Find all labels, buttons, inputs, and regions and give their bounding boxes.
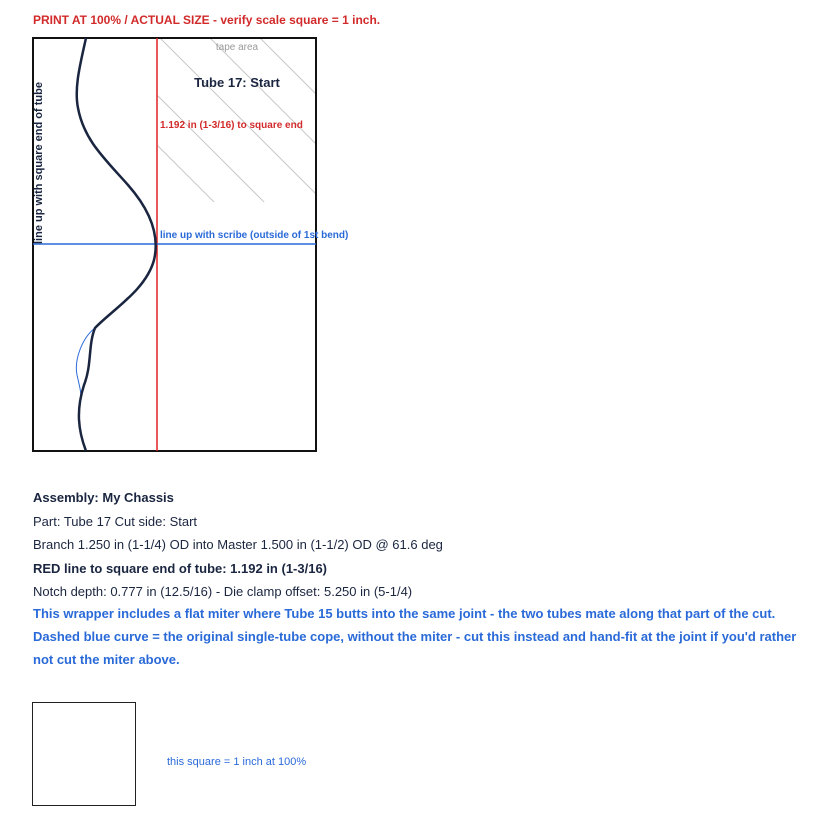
scale-caption: this square = 1 inch at 100% [167,756,307,768]
print-instructions: PRINT AT 100% / ACTUAL SIZE - verify scale square = 1 inch. [33,13,381,27]
assembly-name: Assembly: My Chassis [33,490,174,505]
tape-area-label: tape area [215,42,259,53]
red-line-label: 1.192 in (1-3/16) to square end [160,120,303,131]
scale-square [32,702,136,806]
miter-note: This wrapper includes a flat miter where Tube 15 butts into the same joint - the two tubes mate along that part of the cut. [33,606,776,621]
red-line-measurement: RED line to square end of tube: 1.192 in (1-3/16) [33,561,328,576]
square-end-label: line up with square end of tube [33,82,45,244]
dashed-curve-note: Dashed blue curve = the original single-tube cope, without the miter - cut this instead and hand-fit at the joint if you'd rather not cut the miter above. [33,629,797,667]
branch-info: Branch 1.250 in (1-1/4) OD into Master 1.500 in (1-1/2) OD @ 61.6 deg [33,537,443,552]
notch-info: Notch depth: 0.777 in (12.5/16) - Die clamp offset: 5.250 in (5-1/4) [33,584,413,599]
scribe-line-label: line up with scribe (outside of 1st bend) [160,230,349,241]
template-title: Tube 17: Start [194,75,280,90]
tape-area-hatch [150,38,430,308]
part-info: Part: Tube 17 Cut side: Start [33,514,198,529]
